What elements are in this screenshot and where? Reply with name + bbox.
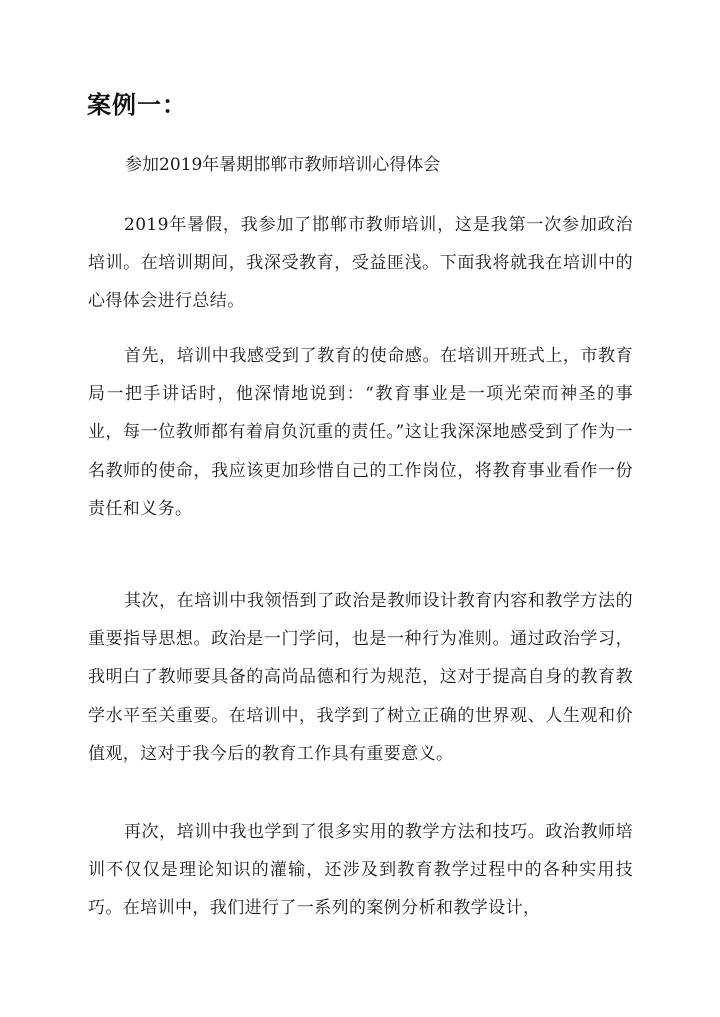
paragraph-third-point: 再次，培训中我也学到了很多实用的教学方法和技巧。政治教师培训不仅仅是理论知识的灌输，还涉及到教育教学过程中的各种实用技巧。在培训中，我们进行了一系列的案例分析和教学设计， bbox=[88, 822, 633, 919]
paragraph-second-point: 其次，在培训中我领悟到了政治是教师设计教育内容和教学方法的重要指导思想。政治是一门学问，也是一种行为准则。通过政治学习，我明白了教师要具备的高尚品德和行为规范，这对于提高自身的教育教学水平至关重要。在培训中，我学到了树立正确的世界观、人生观和价值观，这对于我今后的教育工作具有重要意义。 bbox=[88, 591, 633, 764]
document-subtitle: 参加2019年暑期邯郸市教师培训心得体会 bbox=[125, 155, 441, 175]
paragraph-first-point: 首先，培训中我感受到了教育的使命感。在培训开班式上，市教育局一把手讲话时，他深情地说到：“教育事业是一项光荣而神圣的事业，每一位教师都有着肩负沉重的责任。”这让我深深地感受到了作为一名教师的使命，我应该更加珍惜自己的工作岗位，将教育事业看作一份责任和义务。 bbox=[88, 346, 633, 519]
paragraph-intro: 2019年暑假，我参加了邯郸市教师培训，这是我第一次参加政治培训。在培训期间，我深受教育，受益匪浅。下面我将就我在培训中的心得体会进行总结。 bbox=[88, 215, 633, 312]
case-heading: 案例一： bbox=[87, 91, 187, 119]
